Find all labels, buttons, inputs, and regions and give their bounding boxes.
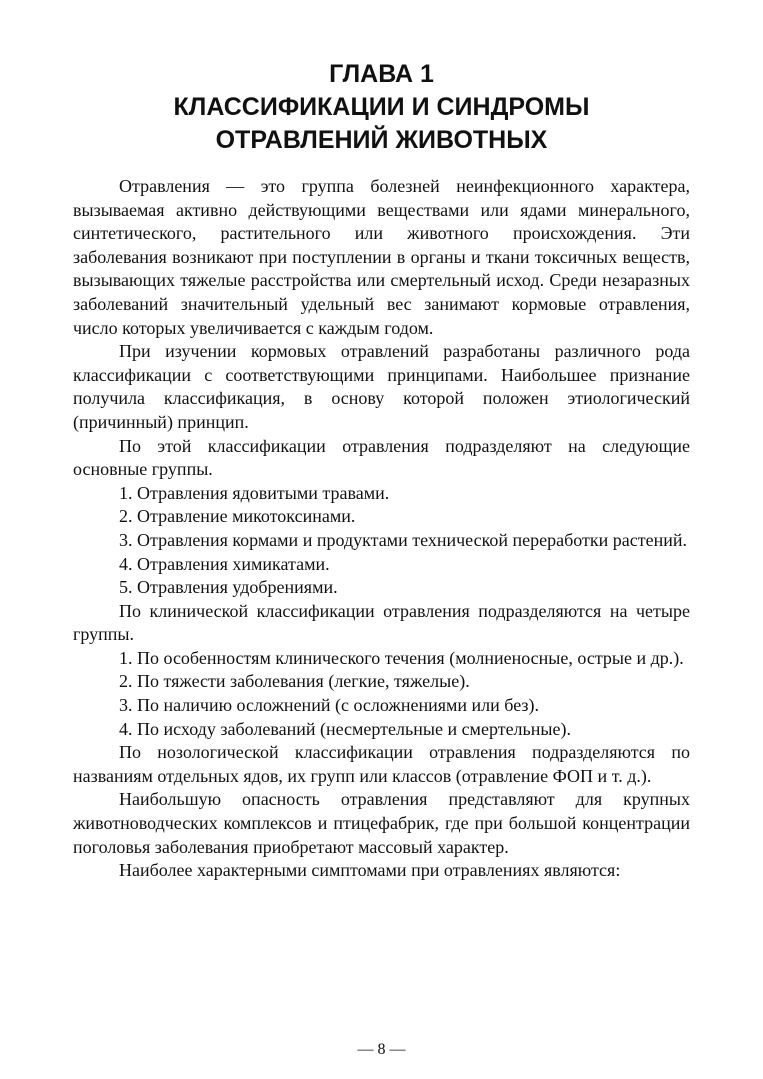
list-item: 2. Отравление микотоксинами. [119,506,356,527]
body-text [73,175,690,883]
list-item: 1. Отравления ядовитыми травами. [119,482,390,503]
list-item: 3. Отравления кормами и продуктами технической переработки растений. [119,529,688,550]
list-item: 4. Отравления химикатами. [119,553,330,574]
list-item: 3. По наличию осложнений (с осложнениями или без). [119,695,540,716]
chapter-title [0,58,763,157]
paragraph-definition: Отравления — это группа болезней неинфекционного характера, вызываемая активно действующими веществами или ядами минерального, синтетического, растительного или животного происхождения. Эти заболевания возникают при поступлении в органы и ткани токсичных веществ, вызывающих тяжелые расстройства или смертельный исход. Среди незаразных заболеваний значительный удельный вес занимают кормовые отравления, число которых увеличивается с каждым годом. [73,176,690,338]
paragraph-clinical-intro: По клинической классификации отравления подразделяются на четыре группы. [73,600,690,645]
list-item: 5. Отравления удобрениями. [119,577,338,598]
paragraph-classifications: При изучении кормовых отравлений разработаны различного рода классификации с соответствующими принципами. Наибольшее признание получила классификация, в основу которой положен этиологический (причинный) принцип. [73,341,690,432]
chapter-number: ГЛАВА 1 [329,60,434,88]
list-item: 2. По тяжести заболевания (легкие, тяжелые). [119,671,470,692]
paragraph-danger: Наибольшую опасность отравления представляют для крупных животноводческих комплексов и птицефабрик, где при большой концентрации поголовья заболевания приобретают массовый характер. [73,789,690,857]
page-number: — 8 — [357,1041,406,1058]
list-item: 4. По исходу заболеваний (несмертельные и смертельные). [119,718,571,739]
chapter-title-line-1: КЛАССИФИКАЦИИ И СИНДРОМЫ [173,93,590,121]
list-item: 1. По особенностям клинического течения (молниеносные, острые и др.). [119,647,684,668]
paragraph-nosological: По нозологической классификации отравления подразделяются по названиям отдельных ядов, их групп или классов (отравление ФОП и т. д.). [73,742,690,786]
paragraph-symptoms-intro: Наиболее характерными симптомами при отравлениях являются: [119,860,621,881]
chapter-title-line-2: ОТРАВЛЕНИЙ ЖИВОТНЫХ [215,126,548,154]
paragraph-etiological-groups-intro: По этой классификации отравления подразделяют на следующие основные группы. [73,435,690,480]
